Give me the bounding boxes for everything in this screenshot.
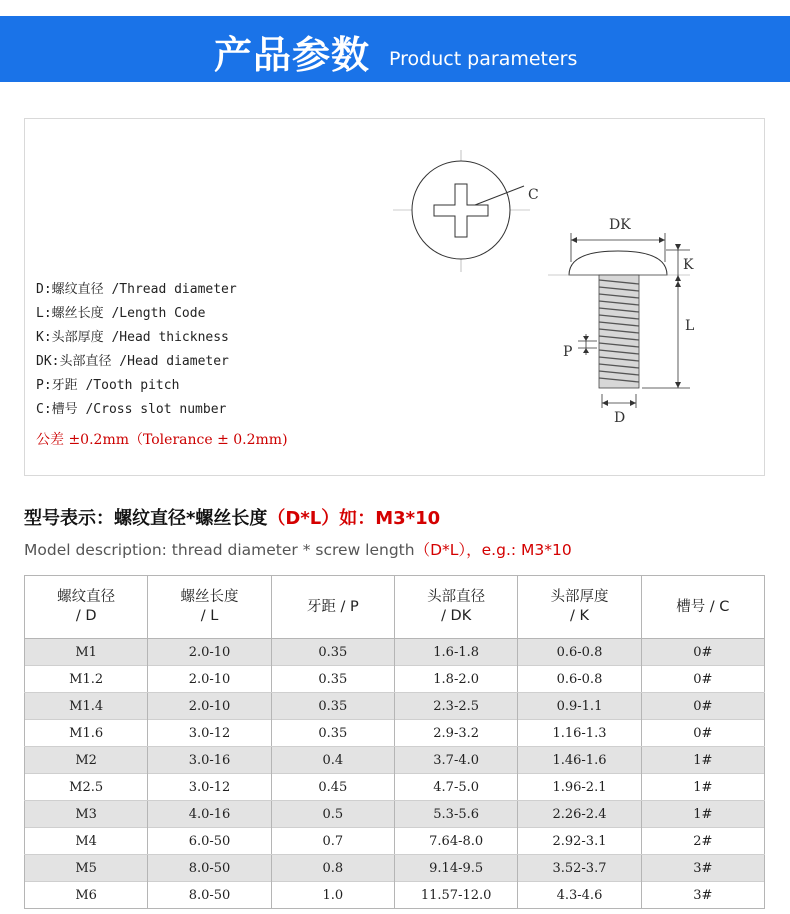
header-title-en: Product parameters: [389, 48, 578, 70]
spec-table: [24, 575, 765, 909]
table-row: M2 3.0-16 0.4 3.7-4.0 1.46-1.6 1#: [25, 747, 765, 774]
label-k: K: [683, 257, 694, 273]
parameter-legend: [36, 278, 237, 422]
table-row: M1.6 3.0-12 0.35 2.9-3.2 1.16-1.3 0#: [25, 720, 765, 747]
label-dk: DK: [609, 217, 631, 233]
legend-item: DK:头部直径 /Head diameter: [36, 354, 229, 369]
head-top-view-icon: [393, 150, 530, 272]
table-row: M1 2.0-10 0.35 1.6-1.8 0.6-0.8 0#: [25, 639, 765, 666]
model-desc-example: （D*L），e.g.: M3*10: [414, 541, 572, 559]
table-row: M6 8.0-50 1.0 11.57-12.0 4.3-4.6 3#: [25, 882, 765, 909]
header-cell: 槽号 / C: [641, 576, 764, 639]
legend-item: D:螺纹直径 /Thread diameter: [36, 282, 237, 297]
legend-item: K:头部厚度 /Head thickness: [36, 330, 229, 345]
model-title-example: （D*L）如：M3*10: [267, 508, 441, 529]
header-cell: 头部厚度 / K: [518, 576, 641, 639]
table-row: M1.2 2.0-10 0.35 1.8-2.0 0.6-0.8 0#: [25, 666, 765, 693]
label-l: L: [685, 318, 695, 334]
table-row: M1.4 2.0-10 0.35 2.3-2.5 0.9-1.1 0#: [25, 693, 765, 720]
model-description: [24, 538, 572, 560]
header-cell: 螺丝长度 / L: [148, 576, 271, 639]
table-row: M5 8.0-50 0.8 9.14-9.5 3.52-3.7 3#: [25, 855, 765, 882]
label-d: D: [614, 410, 626, 426]
model-title: [24, 504, 440, 530]
header-cell: 牙距 / P: [271, 576, 394, 639]
table-row: M3 4.0-16 0.5 5.3-5.6 2.26-2.4 1#: [25, 801, 765, 828]
header-cell: 螺纹直径 / D: [25, 576, 148, 639]
legend-item: P:牙距 /Tooth pitch: [36, 378, 180, 393]
label-p: P: [563, 344, 573, 360]
legend-item: C:槽号 /Cross slot number: [36, 402, 227, 417]
legend-item: L:螺丝长度 /Length Code: [36, 306, 206, 321]
model-desc-main: Model description: thread diameter * screw length: [24, 541, 415, 559]
table-row: M2.5 3.0-12 0.45 4.7-5.0 1.96-2.1 1#: [25, 774, 765, 801]
table-header-row: [25, 576, 765, 639]
header-cell: 头部直径 / DK: [394, 576, 517, 639]
label-c: C: [528, 187, 539, 203]
tolerance-note: 公差 ±0.2mm（Tolerance ± 0.2mm): [36, 432, 288, 448]
table-row: M4 6.0-50 0.7 7.64-8.0 2.92-3.1 2#: [25, 828, 765, 855]
header-title-cn: 产品参数: [214, 33, 371, 77]
screw-side-view-icon: [548, 233, 690, 408]
model-title-main: 型号表示：螺纹直径*螺丝长度: [24, 508, 268, 529]
